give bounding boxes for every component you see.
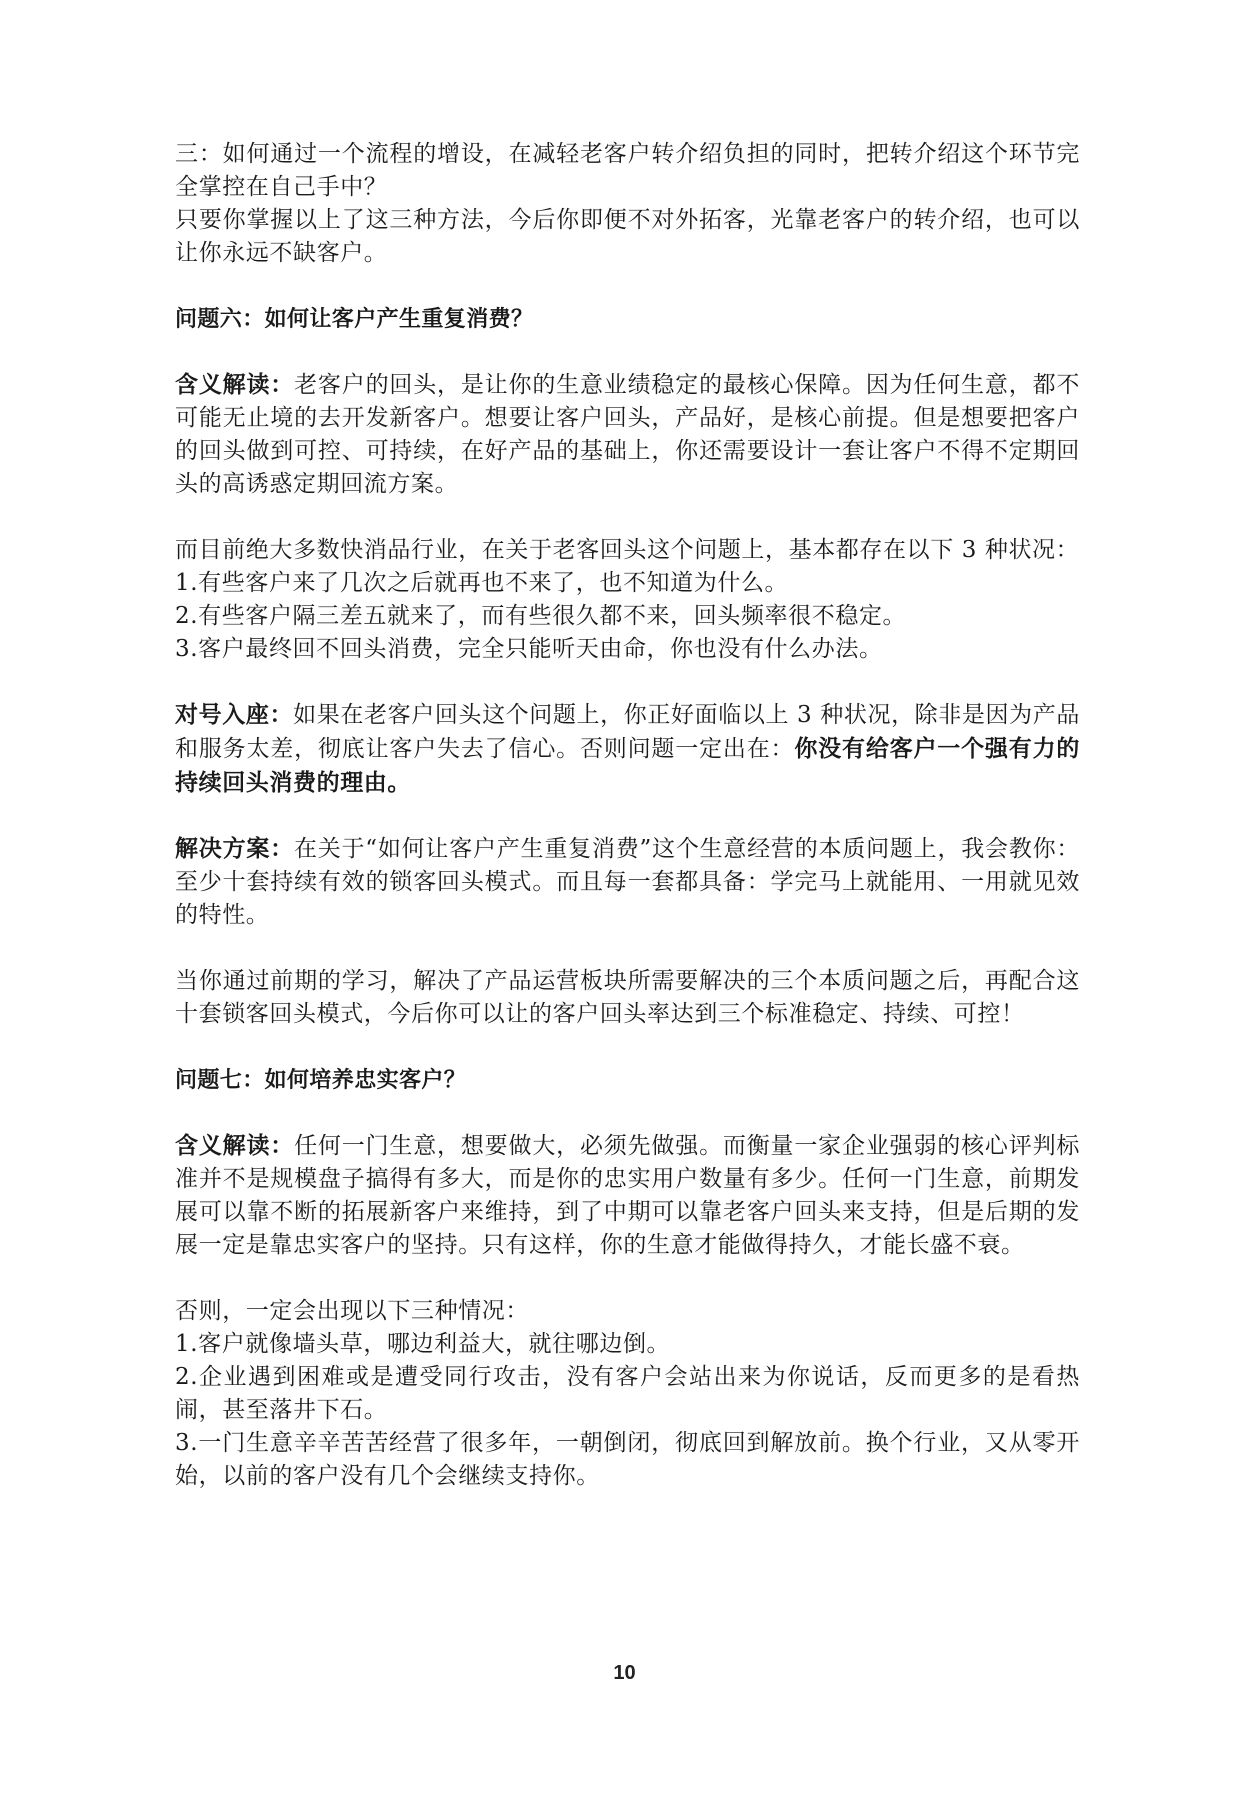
label-meaning-q7: 含义解读： bbox=[175, 1133, 295, 1159]
paragraph-q6-status-intro: 而目前绝大多数快消品行业，在关于老客回头这个问题上，基本都存在以下 3 种状况： bbox=[175, 537, 1080, 563]
text-q7-meaning: 任何一门生意，想要做大，必须先做强。而衡量一家企业强弱的核心评判标准并不是规模盘子搞得有多大，而是你的忠实用户数量有多少。任何一门生意，前期发展可以靠不断的拓展新客户来维持，到了中期可以靠老客户回头来支持，但是后期的发展一定是靠忠实客户的坚持。只有这样，你的生意才能做得持久，才能长盛不衰。 bbox=[175, 1133, 1080, 1258]
text-q6-match: 如果在老客户回头这个问题上，你正好面临以上 3 种状况，除非是因为产品和服务太差，彻底让客户失去了信心。否则问题一定出在： bbox=[175, 702, 1081, 762]
text-q6-solution: 在关于“如何让客户产生重复消费”这个生意经营的本质问题上，我会教你：至少十套持续有效的锁客回头模式。而且每一套都具备：学完马上就能用、一用就见效的特性。 bbox=[175, 836, 1081, 928]
text-q6-match-emphasis: 你没有给客户一个强有力的持续回头消费的理由。 bbox=[175, 735, 1080, 796]
paragraph-q6-meaning bbox=[175, 369, 1080, 501]
list-item-q6-2: 2.有些客户隔三差五就来了，而有些很久都不来，回头频率很不稳定。 bbox=[175, 603, 907, 629]
list-item-q7-1: 1.客户就像墙头草，哪边利益大，就往哪边倒。 bbox=[175, 1331, 671, 1357]
label-meaning: 含义解读： bbox=[175, 372, 295, 398]
paragraph-q6-solution bbox=[175, 833, 1080, 932]
label-match: 对号入座： bbox=[175, 702, 294, 728]
page-number: 10 bbox=[613, 1662, 636, 1684]
paragraph-q7-meaning bbox=[175, 1130, 1080, 1262]
paragraph-method-three: 三：如何通过一个流程的增设，在减轻老客户转介绍负担的同时，把转介绍这个环节完全掌控在自己手中？ bbox=[175, 141, 1080, 200]
paragraph-q6-conclusion: 当你通过前期的学习，解决了产品运营板块所需要解决的三个本质问题之后，再配合这十套锁客回头模式，今后你可以让的客户回头率达到三个标准稳定、持续、可控！ bbox=[175, 968, 1080, 1027]
heading-question-seven: 问题七：如何培养忠实客户？ bbox=[175, 1068, 467, 1093]
list-item-q6-1: 1.有些客户来了几次之后就再也不来了，也不知道为什么。 bbox=[175, 570, 789, 596]
heading-question-six: 问题六：如何让客户产生重复消费？ bbox=[175, 307, 534, 332]
list-item-q7-3: 3.一门生意辛辛苦苦经营了很多年，一朝倒闭，彻底回到解放前。换个行业，又从零开始，以前的客户没有几个会继续支持你。 bbox=[175, 1430, 1080, 1489]
paragraph-q7-otherwise: 否则，一定会出现以下三种情况： bbox=[175, 1298, 529, 1324]
text-q6-meaning: 老客户的回头，是让你的生意业绩稳定的最核心保障。因为任何生意，都不可能无止境的去开发新客户。想要让客户回头，产品好，是核心前提。但是想要把客户的回头做到可控、可持续，在好产品的基础上，你还需要设计一套让客户不得不定期回头的高诱惑定期回流方案。 bbox=[175, 372, 1080, 497]
paragraph-summary: 只要你掌握以上了这三种方法，今后你即便不对外拓客，光靠老客户的转介绍，也可以让你永远不缺客户。 bbox=[175, 207, 1080, 266]
list-item-q7-2: 2.企业遇到困难或是遭受同行攻击，没有客户会站出来为你说话，反而更多的是看热闹，甚至落井下石。 bbox=[175, 1364, 1080, 1423]
label-solution: 解决方案： bbox=[175, 836, 294, 862]
list-item-q6-3: 3.客户最终回不回头消费，完全只能听天由命，你也没有什么办法。 bbox=[175, 636, 883, 662]
page-body bbox=[175, 138, 1080, 1493]
paragraph-q6-match bbox=[175, 699, 1080, 800]
